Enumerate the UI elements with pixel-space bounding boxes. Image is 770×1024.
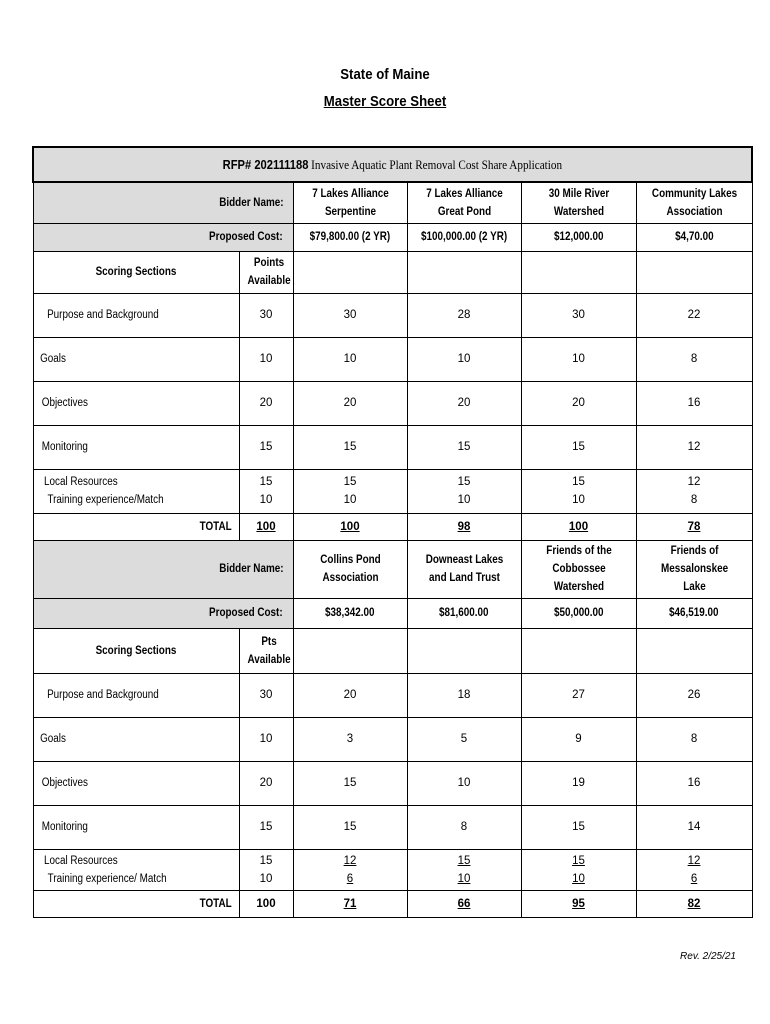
- points-value: 30: [239, 293, 293, 337]
- points-total: 100: [239, 513, 293, 540]
- total-score: 98: [407, 513, 521, 540]
- bidder-name: Friends of the Cobbossee Watershed: [521, 540, 636, 598]
- score-cell: 20: [521, 381, 636, 425]
- bidder-name: Downeast Lakes and Land Trust: [407, 540, 521, 598]
- score-cell: 18: [407, 673, 521, 717]
- points-value: 10: [239, 717, 293, 761]
- criterion-label: Objectives: [33, 761, 239, 805]
- proposed-cost: $79,800.00 (2 YR): [293, 223, 407, 251]
- points-value: 20: [239, 761, 293, 805]
- score-cell: 8: [636, 717, 752, 761]
- scoring-sections-label: Scoring Sections: [33, 628, 239, 673]
- points-value: 20: [239, 381, 293, 425]
- total-label: TOTAL: [33, 890, 239, 917]
- total-score: 71: [293, 890, 407, 917]
- proposed-cost: $46,519.00: [636, 598, 752, 628]
- score-row-goals: [33, 337, 752, 381]
- score-cell: 16: [636, 761, 752, 805]
- score-cell: 15 10: [407, 849, 521, 890]
- criterion-label: Goals: [33, 337, 239, 381]
- score-cell: 16: [636, 381, 752, 425]
- bidder-name: 30 Mile River Watershed: [521, 182, 636, 223]
- score-cell: 15: [293, 425, 407, 469]
- score-row-goals: [33, 717, 752, 761]
- score-cell: 19: [521, 761, 636, 805]
- score-cell: 8: [407, 805, 521, 849]
- page-subtitle: Master Score Sheet: [323, 93, 447, 110]
- points-value: 15 10: [239, 469, 293, 513]
- score-cell: 9: [521, 717, 636, 761]
- bidder-name-row: [33, 182, 752, 223]
- score-cell: 20: [293, 381, 407, 425]
- total-score: 100: [521, 513, 636, 540]
- total-score: 82: [636, 890, 752, 917]
- rfp-number: RFP# 202111188: [222, 156, 309, 172]
- score-cell: 15: [521, 805, 636, 849]
- score-row-local-training: [33, 849, 752, 890]
- points-value: 15 10: [239, 849, 293, 890]
- criterion-label: Monitoring: [33, 805, 239, 849]
- criterion-label: Local Resources Training experience/ Match: [33, 849, 239, 890]
- score-cell: 15 10: [407, 469, 521, 513]
- points-available-label: Points Available: [239, 251, 293, 293]
- score-cell: 22: [636, 293, 752, 337]
- criterion-label: Goals: [33, 717, 239, 761]
- total-score: 66: [407, 890, 521, 917]
- rfp-title: Invasive Aquatic Plant Removal Cost Share Application: [311, 156, 563, 172]
- proposed-cost: $12,000.00: [521, 223, 636, 251]
- points-value: 15: [239, 425, 293, 469]
- points-available-label: Pts Available: [239, 628, 293, 673]
- score-cell: 3: [293, 717, 407, 761]
- score-row-monitoring: [33, 425, 752, 469]
- bidder-name: Collins Pond Association: [293, 540, 407, 598]
- total-row: [33, 513, 752, 540]
- proposed-cost: $81,600.00: [407, 598, 521, 628]
- proposed-cost-label: Proposed Cost:: [33, 223, 293, 251]
- proposed-cost: $38,342.00: [293, 598, 407, 628]
- score-cell: 12 6: [293, 849, 407, 890]
- proposed-cost-row: [33, 223, 752, 251]
- score-cell: 15 10: [521, 469, 636, 513]
- proposed-cost: $100,000.00 (2 YR): [407, 223, 521, 251]
- score-row-local-training: [33, 469, 752, 513]
- bidder-name: 7 Lakes Alliance Serpentine: [293, 182, 407, 223]
- score-cell: 10: [293, 337, 407, 381]
- score-cell: 15 10: [521, 849, 636, 890]
- score-row-purpose: [33, 293, 752, 337]
- score-cell: 15: [293, 761, 407, 805]
- page-title: State of Maine: [340, 66, 430, 83]
- bidder-name-label: Bidder Name:: [33, 182, 293, 223]
- total-row: [33, 890, 752, 917]
- score-cell: 27: [521, 673, 636, 717]
- score-row-monitoring: [33, 805, 752, 849]
- score-cell: 26: [636, 673, 752, 717]
- score-cell: 15: [293, 805, 407, 849]
- proposed-cost: $4,70.00: [636, 223, 752, 251]
- score-cell: 20: [293, 673, 407, 717]
- master-score-table: [32, 146, 753, 918]
- bidder-name: Community Lakes Association: [636, 182, 752, 223]
- score-cell: 15 10: [293, 469, 407, 513]
- criterion-label: Purpose and Background: [33, 293, 239, 337]
- points-value: 30: [239, 673, 293, 717]
- bidder-name-label: Bidder Name:: [33, 540, 293, 598]
- points-total: 100: [239, 890, 293, 917]
- score-cell: 15: [521, 425, 636, 469]
- score-cell: 14: [636, 805, 752, 849]
- scoring-sections-label: Scoring Sections: [33, 251, 239, 293]
- bidder-name: 7 Lakes Alliance Great Pond: [407, 182, 521, 223]
- score-cell: 8: [636, 337, 752, 381]
- rfp-header: [33, 147, 752, 182]
- proposed-cost-row: [33, 598, 752, 628]
- criterion-label: Monitoring: [33, 425, 239, 469]
- score-cell: 10: [521, 337, 636, 381]
- score-cell: 12 6: [636, 849, 752, 890]
- proposed-cost: $50,000.00: [521, 598, 636, 628]
- total-score: 100: [293, 513, 407, 540]
- score-row-objectives: [33, 761, 752, 805]
- score-cell: 10: [407, 761, 521, 805]
- score-row-purpose: [33, 673, 752, 717]
- score-cell: 5: [407, 717, 521, 761]
- points-value: 15: [239, 805, 293, 849]
- bidder-name-row: [33, 540, 752, 598]
- score-cell: 28: [407, 293, 521, 337]
- score-cell: 12 8: [636, 469, 752, 513]
- bidder-name: Friends of Messalonskee Lake: [636, 540, 752, 598]
- score-cell: 10: [407, 337, 521, 381]
- total-score: 78: [636, 513, 752, 540]
- criterion-label: Local Resources Training experience/Match: [33, 469, 239, 513]
- score-cell: 30: [293, 293, 407, 337]
- points-value: 10: [239, 337, 293, 381]
- revision-note: Rev. 2/25/21: [680, 951, 736, 962]
- proposed-cost-label: Proposed Cost:: [33, 598, 293, 628]
- score-cell: 12: [636, 425, 752, 469]
- score-cell: 20: [407, 381, 521, 425]
- score-cell: 15: [407, 425, 521, 469]
- scoring-header-row: [33, 628, 752, 673]
- score-row-objectives: [33, 381, 752, 425]
- total-score: 95: [521, 890, 636, 917]
- total-label: TOTAL: [33, 513, 239, 540]
- scoring-header-row: [33, 251, 752, 293]
- criterion-label: Purpose and Background: [33, 673, 239, 717]
- criterion-label: Objectives: [33, 381, 239, 425]
- score-cell: 30: [521, 293, 636, 337]
